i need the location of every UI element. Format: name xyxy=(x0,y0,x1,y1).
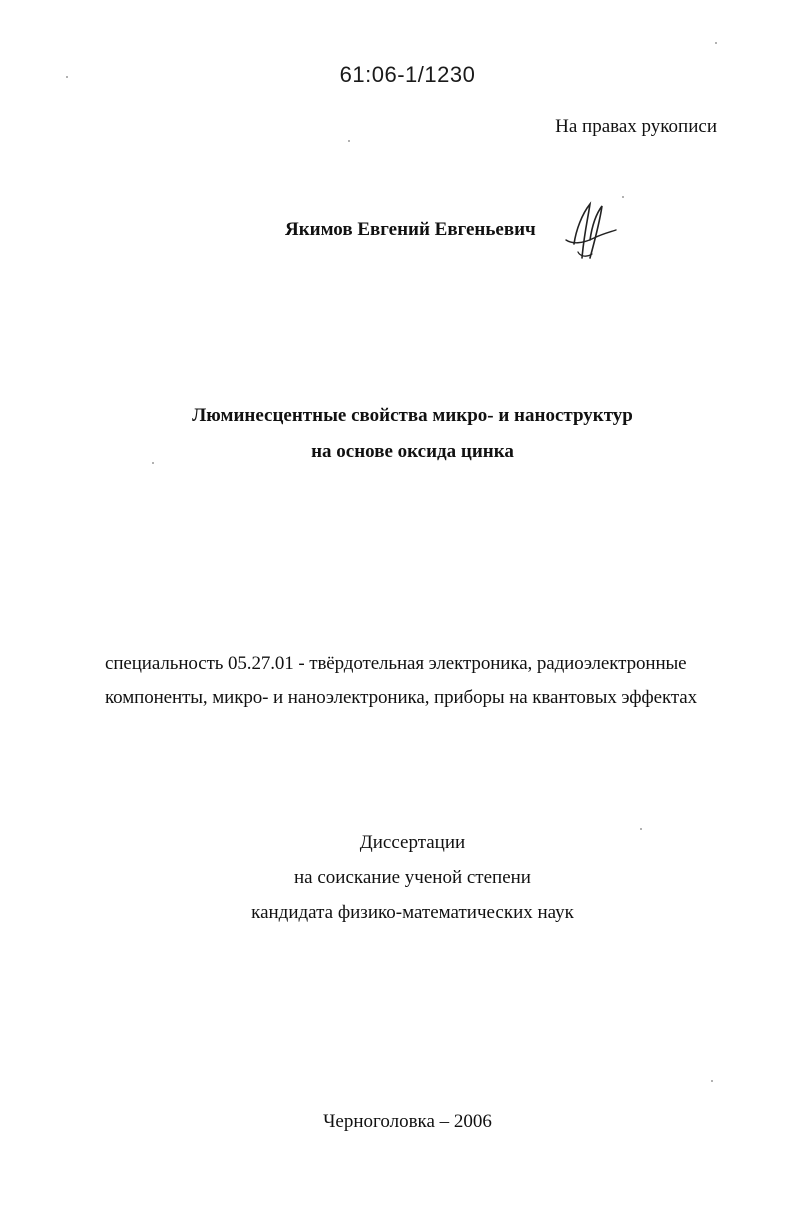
specialty-description: специальность 05.27.01 - твёрдотельная электроника, радиоэлектронные компоненты, микро- и наноэлектроника, приборы на квантовых эффектах xyxy=(105,653,698,708)
scan-speck xyxy=(622,196,624,198)
degree-line-2: на соискание ученой степени xyxy=(294,867,531,888)
scan-speck xyxy=(66,76,68,78)
degree-line-3: кандидата физико-математических наук xyxy=(251,902,574,923)
scan-speck xyxy=(348,140,350,142)
scan-speck xyxy=(152,462,154,464)
dissertation-title xyxy=(0,398,795,470)
title-line-1: Люминесцентные свойства микро- и наноструктур xyxy=(192,405,633,426)
catalog-number: 61:06-1/1230 xyxy=(339,62,476,87)
author-signature-icon xyxy=(560,200,620,262)
scan-speck xyxy=(715,42,717,44)
degree-line-1: Диссертации xyxy=(359,832,466,853)
scan-speck xyxy=(640,828,642,830)
city-and-year: Черноголовка – 2006 xyxy=(323,1111,492,1132)
author-name: Якимов Евгений Евгеньевич xyxy=(285,219,536,240)
degree-statement xyxy=(0,825,795,930)
title-line-2: на основе оксида цинка xyxy=(311,441,514,462)
scan-speck xyxy=(711,1080,713,1082)
manuscript-rights-note: На правах рукописи xyxy=(555,116,717,137)
